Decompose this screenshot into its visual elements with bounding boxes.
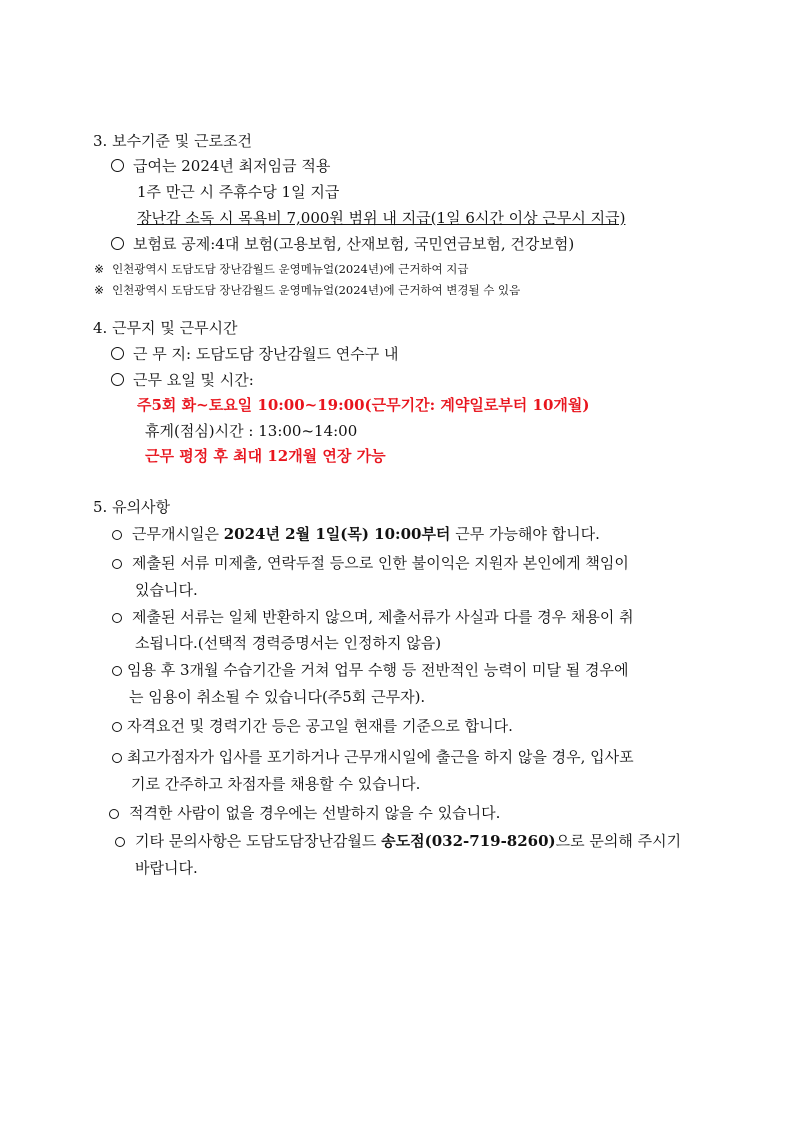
circle-bullet-icon — [112, 613, 122, 623]
circle-bullet-icon — [109, 809, 119, 819]
notice-item-2: 제출된 서류 미제출, 연락두절 등으로 인한 불이익은 지원자 본인에게 책임이 — [112, 553, 629, 573]
bath-allowance-line: 장난감 소독 시 목욕비 7,000원 범위 내 지급(1일 6시간 이상 근무시 지급) — [137, 209, 626, 227]
reference-mark-icon: ※ — [94, 262, 105, 276]
notice-item-7: 적격한 사람이 없을 경우에는 선발하지 않을 수 있습니다. — [109, 803, 500, 823]
work-place-line: 근 무 지: 도담도담 장난감월드 연수구 내 — [111, 344, 399, 364]
break-time-line: 휴게(점심)시간 : 13:00~14:00 — [145, 422, 358, 440]
circle-bullet-icon — [112, 753, 122, 763]
notice-item-1: 근무개시일은 2024년 2월 1일(목) 10:00부터 근무 가능해야 합니다. — [112, 524, 600, 544]
notice-item-3-cont: 소됩니다.(선택적 경력증명서는 인정하지 않음) — [135, 634, 442, 652]
circle-bullet-icon — [111, 373, 124, 386]
circle-bullet-icon — [112, 559, 122, 569]
section-3-heading: 3. 보수기준 및 근로조건 — [93, 132, 253, 150]
notice-item-8-cont: 바랍니다. — [135, 859, 198, 877]
notice-item-6: 최고가점자가 입사를 포기하거나 근무개시일에 출근을 하지 않을 경우, 입사포 — [112, 747, 634, 767]
notice-item-3: 제출된 서류는 일체 반환하지 않으며, 제출서류가 사실과 다를 경우 채용이 취 — [112, 607, 634, 627]
insurance-line: 보험료 공제:4대 보험(고용보험, 산재보험, 국민연금보험, 건강보험) — [111, 234, 574, 254]
reference-mark-icon: ※ — [94, 283, 105, 297]
section-5-heading: 5. 유의사항 — [93, 498, 171, 516]
notice-item-5: 자격요건 및 경력기간 등은 공고일 현재를 기준으로 합니다. — [112, 716, 513, 736]
circle-bullet-icon — [112, 530, 122, 540]
notice-item-8: 기타 문의사항은 도담도담장난감월드 송도점(032-719-8260)으로 문의해 주시기 — [115, 831, 681, 851]
circle-bullet-icon — [111, 237, 124, 250]
circle-bullet-icon — [115, 837, 125, 847]
extension-note: 근무 평정 후 최대 12개월 연장 가능 — [145, 447, 386, 465]
circle-bullet-icon — [111, 159, 124, 172]
section-4-heading: 4. 근무지 및 근무시간 — [93, 319, 238, 337]
pay-line: 급여는 2024년 최저임금 적용 — [111, 156, 330, 176]
circle-bullet-icon — [112, 722, 122, 732]
note-1: ※ 인천광역시 도담도담 장난감월드 운영메뉴얼(2024년)에 근거하여 지급 — [94, 262, 469, 276]
notice-item-4: 임용 후 3개월 수습기간을 거쳐 업무 수행 등 전반적인 능력이 미달 될 경우에 — [112, 660, 628, 680]
notice-item-2-cont: 있습니다. — [135, 581, 198, 599]
work-days-line: 근무 요일 및 시간: — [111, 370, 254, 390]
holiday-pay-line: 1주 만근 시 주휴수당 1일 지급 — [137, 183, 340, 201]
notice-item-4-cont: 는 임용이 취소될 수 있습니다(주5회 근무자). — [129, 688, 426, 706]
circle-bullet-icon — [112, 666, 122, 676]
work-schedule: 주5회 화~토요일 10:00~19:00(근무기간: 계약일로부터 10개월) — [137, 396, 590, 414]
notice-item-6-cont: 기로 간주하고 차점자를 채용할 수 있습니다. — [131, 775, 421, 793]
circle-bullet-icon — [111, 347, 124, 360]
note-2: ※ 인천광역시 도담도담 장난감월드 운영메뉴얼(2024년)에 근거하여 변경될 수 있음 — [94, 283, 521, 297]
